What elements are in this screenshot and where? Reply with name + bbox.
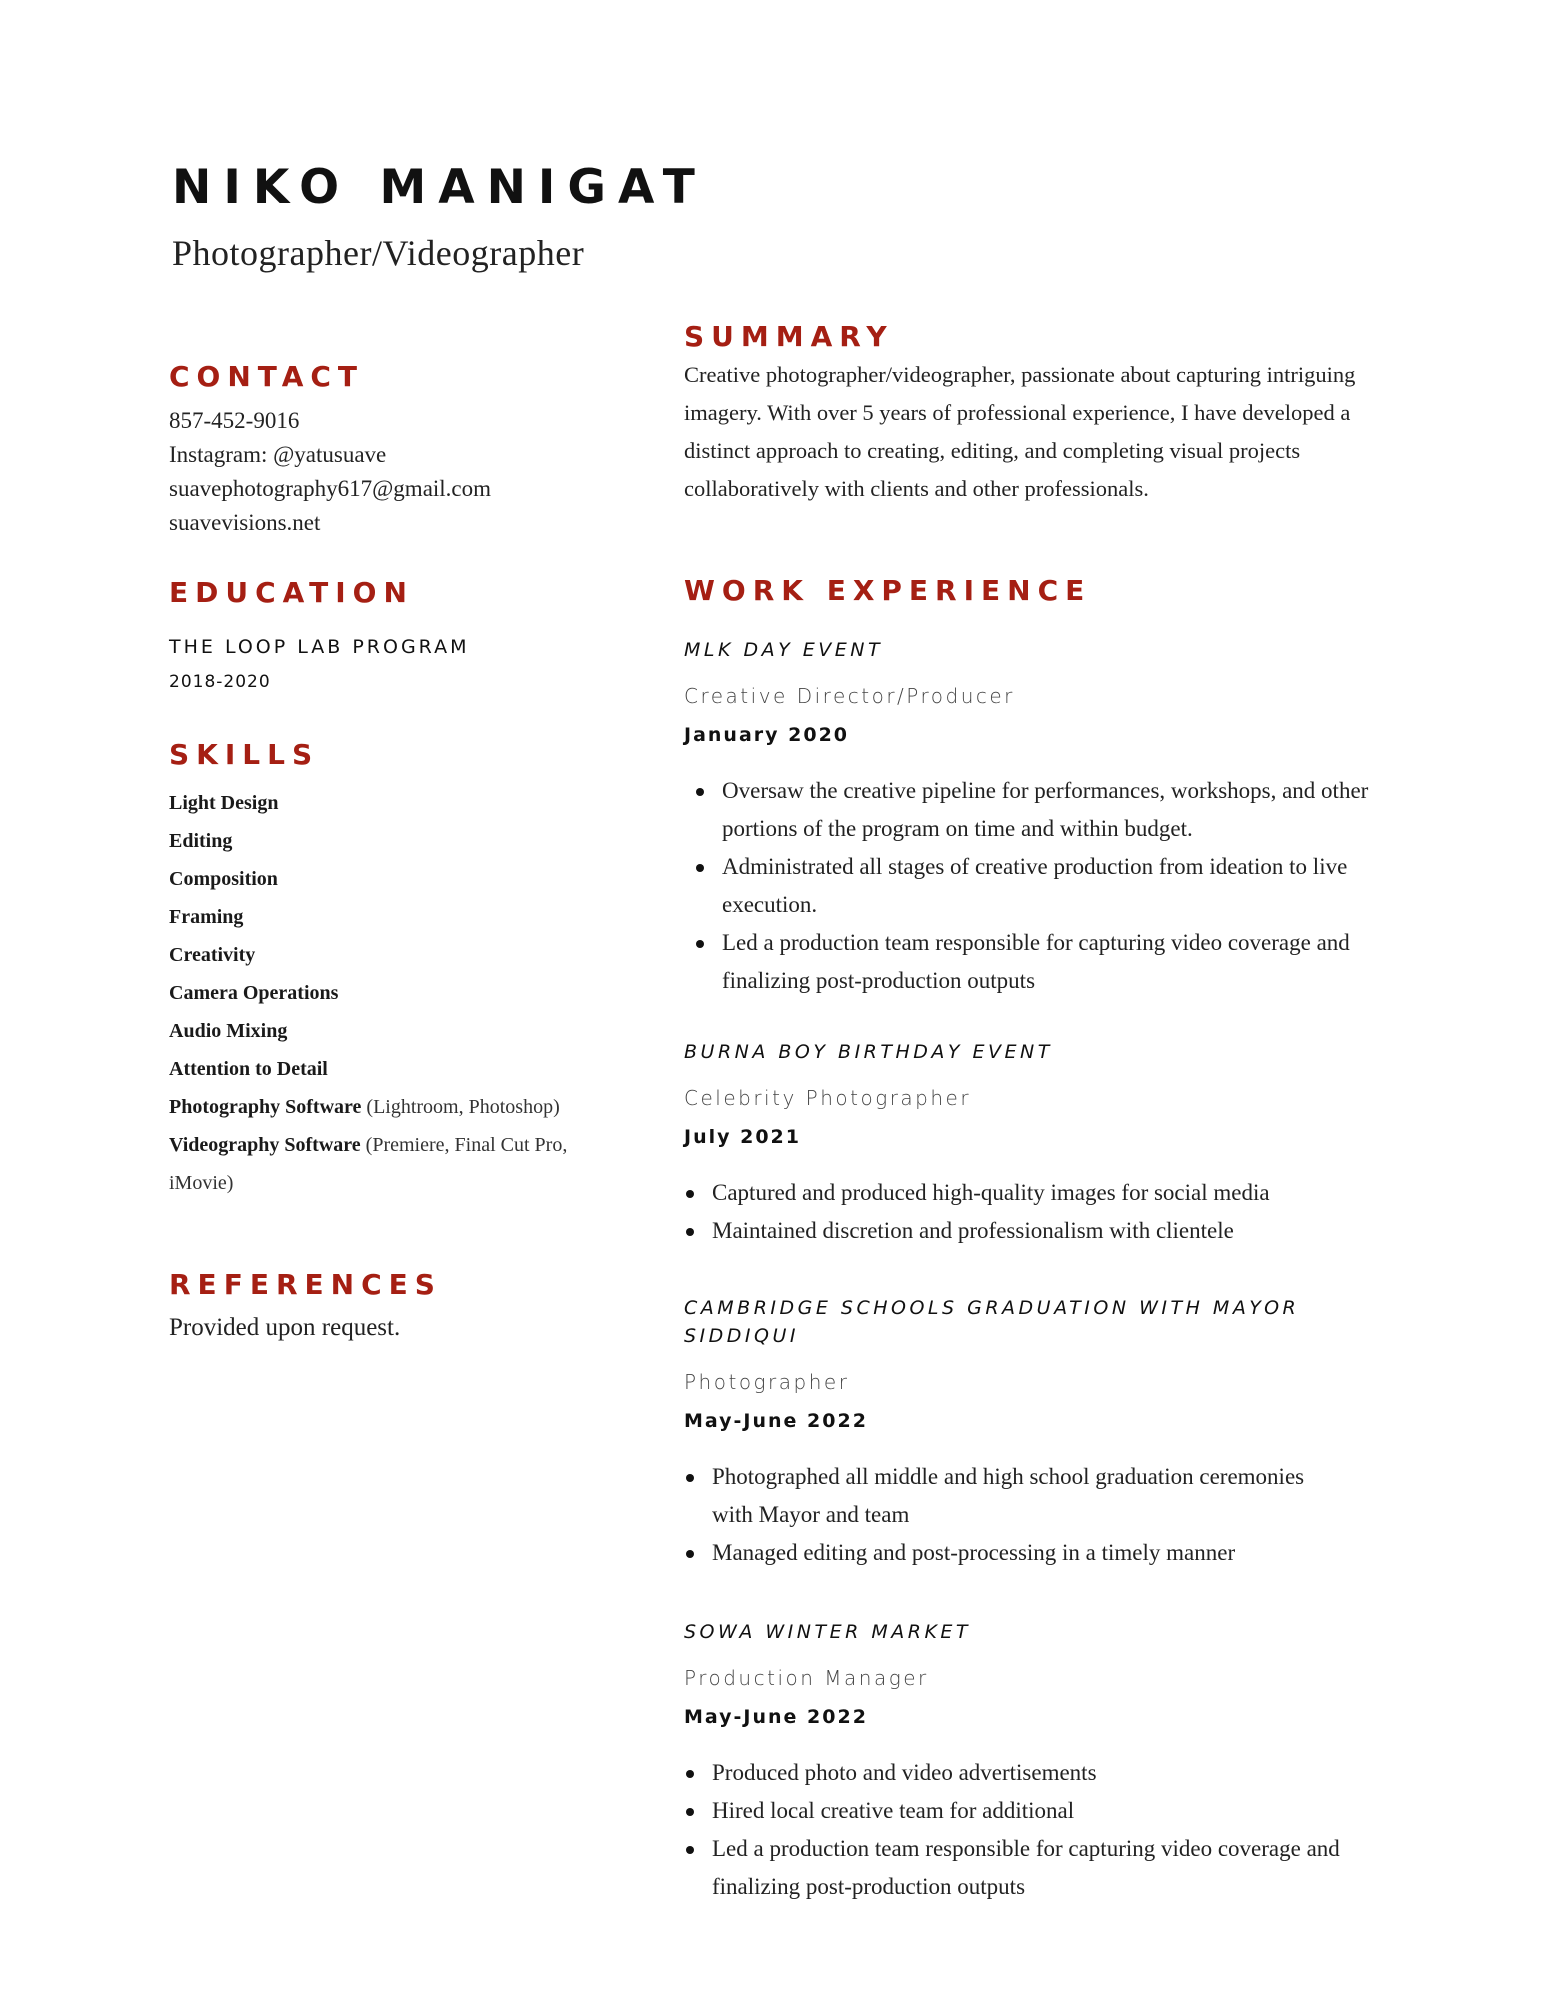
skill-item: Creativity — [169, 944, 256, 966]
skills-heading: SKILLS — [169, 738, 320, 771]
job-bullet: Captured and produced high-quality images for social media — [684, 1174, 1404, 1212]
contact-phone: 857-452-9016 — [169, 408, 300, 433]
job-event: SOWA WINTER MARKET — [684, 1621, 972, 1643]
job-role: Production Manager — [684, 1666, 929, 1690]
skill-item: Attention to Detail — [169, 1058, 328, 1080]
summary-text: Creative photographer/videographer, passionate about capturing intriguing imagery. With over 5 years of professional experience, I have developed a distinct approach to creating, editing, and completing visual projects collaboratively with clients and other professionals. — [684, 362, 1356, 501]
job-bullet: Administrated all stages of creative production from ideation to live execution. — [684, 848, 1404, 924]
job-role: Creative Director/Producer — [684, 684, 1015, 708]
references-heading: REFERENCES — [169, 1268, 442, 1301]
job-bullets — [684, 1174, 1404, 1250]
work-experience-heading: WORK EXPERIENCE — [684, 574, 1092, 607]
job-entry — [684, 1294, 1344, 1572]
references-text: Provided upon request. — [169, 1314, 401, 1341]
contact-email: suavephotography617@gmail.com — [169, 476, 492, 501]
job-event: MLK DAY EVENT — [684, 639, 884, 661]
skills-list — [169, 784, 599, 1202]
job-date: May-June 2022 — [684, 1410, 868, 1432]
resume-name: NIKO MANIGAT — [172, 160, 707, 215]
job-bullet: Led a production team responsible for capturing video coverage and finalizing post-production outputs — [684, 1830, 1344, 1906]
summary-heading: SUMMARY — [684, 320, 894, 353]
resume-title: Photographer/Videographer — [172, 233, 585, 273]
skill-item: Audio Mixing — [169, 1020, 288, 1042]
skill-item: Light Design — [169, 792, 279, 814]
skill-item: Framing — [169, 906, 244, 928]
job-entry — [684, 1038, 1404, 1250]
skill-item: Camera Operations — [169, 982, 339, 1004]
job-bullets — [684, 772, 1404, 1000]
contact-instagram: Instagram: @yatusuave — [169, 442, 387, 467]
education-program: THE LOOP LAB PROGRAM — [169, 636, 470, 658]
job-bullet: Oversaw the creative pipeline for performances, workshops, and other portions of the program on time and within budget. — [684, 772, 1404, 848]
job-role: Celebrity Photographer — [684, 1086, 972, 1110]
job-bullets — [684, 1458, 1344, 1572]
skill-item: Composition — [169, 868, 278, 890]
job-date: July 2021 — [684, 1126, 801, 1148]
contact-heading: CONTACT — [169, 360, 365, 393]
job-bullet: Maintained discretion and professionalism with clientele — [684, 1212, 1404, 1250]
education-entry — [169, 636, 609, 692]
job-entry — [684, 636, 1404, 1000]
skill-item: Videography Software (Premiere, Final Cut Pro, iMovie) — [169, 1134, 568, 1194]
job-bullet: Led a production team responsible for capturing video coverage and finalizing post-production outputs — [684, 924, 1404, 1000]
job-bullet: Hired local creative team for additional — [684, 1792, 1344, 1830]
job-role: Photographer — [684, 1370, 850, 1394]
contact-list — [169, 404, 609, 540]
job-date: January 2020 — [684, 724, 850, 746]
job-entry — [684, 1618, 1344, 1906]
education-years: 2018-2020 — [169, 672, 271, 692]
skill-item: Editing — [169, 830, 233, 852]
education-heading: EDUCATION — [169, 576, 414, 609]
skill-item: Photography Software (Lightroom, Photoshop) — [169, 1096, 560, 1118]
job-bullet: Managed editing and post-processing in a timely manner — [684, 1534, 1344, 1572]
job-bullet: Produced photo and video advertisements — [684, 1754, 1344, 1792]
job-event: CAMBRIDGE SCHOOLS GRADUATION WITH MAYOR SIDDIQUI — [684, 1297, 1300, 1347]
job-date: May-June 2022 — [684, 1706, 868, 1728]
job-bullets — [684, 1754, 1344, 1906]
job-bullet: Photographed all middle and high school graduation ceremonies with Mayor and team — [684, 1458, 1344, 1534]
contact-website: suavevisions.net — [169, 510, 321, 535]
job-event: BURNA BOY BIRTHDAY EVENT — [684, 1041, 1053, 1063]
